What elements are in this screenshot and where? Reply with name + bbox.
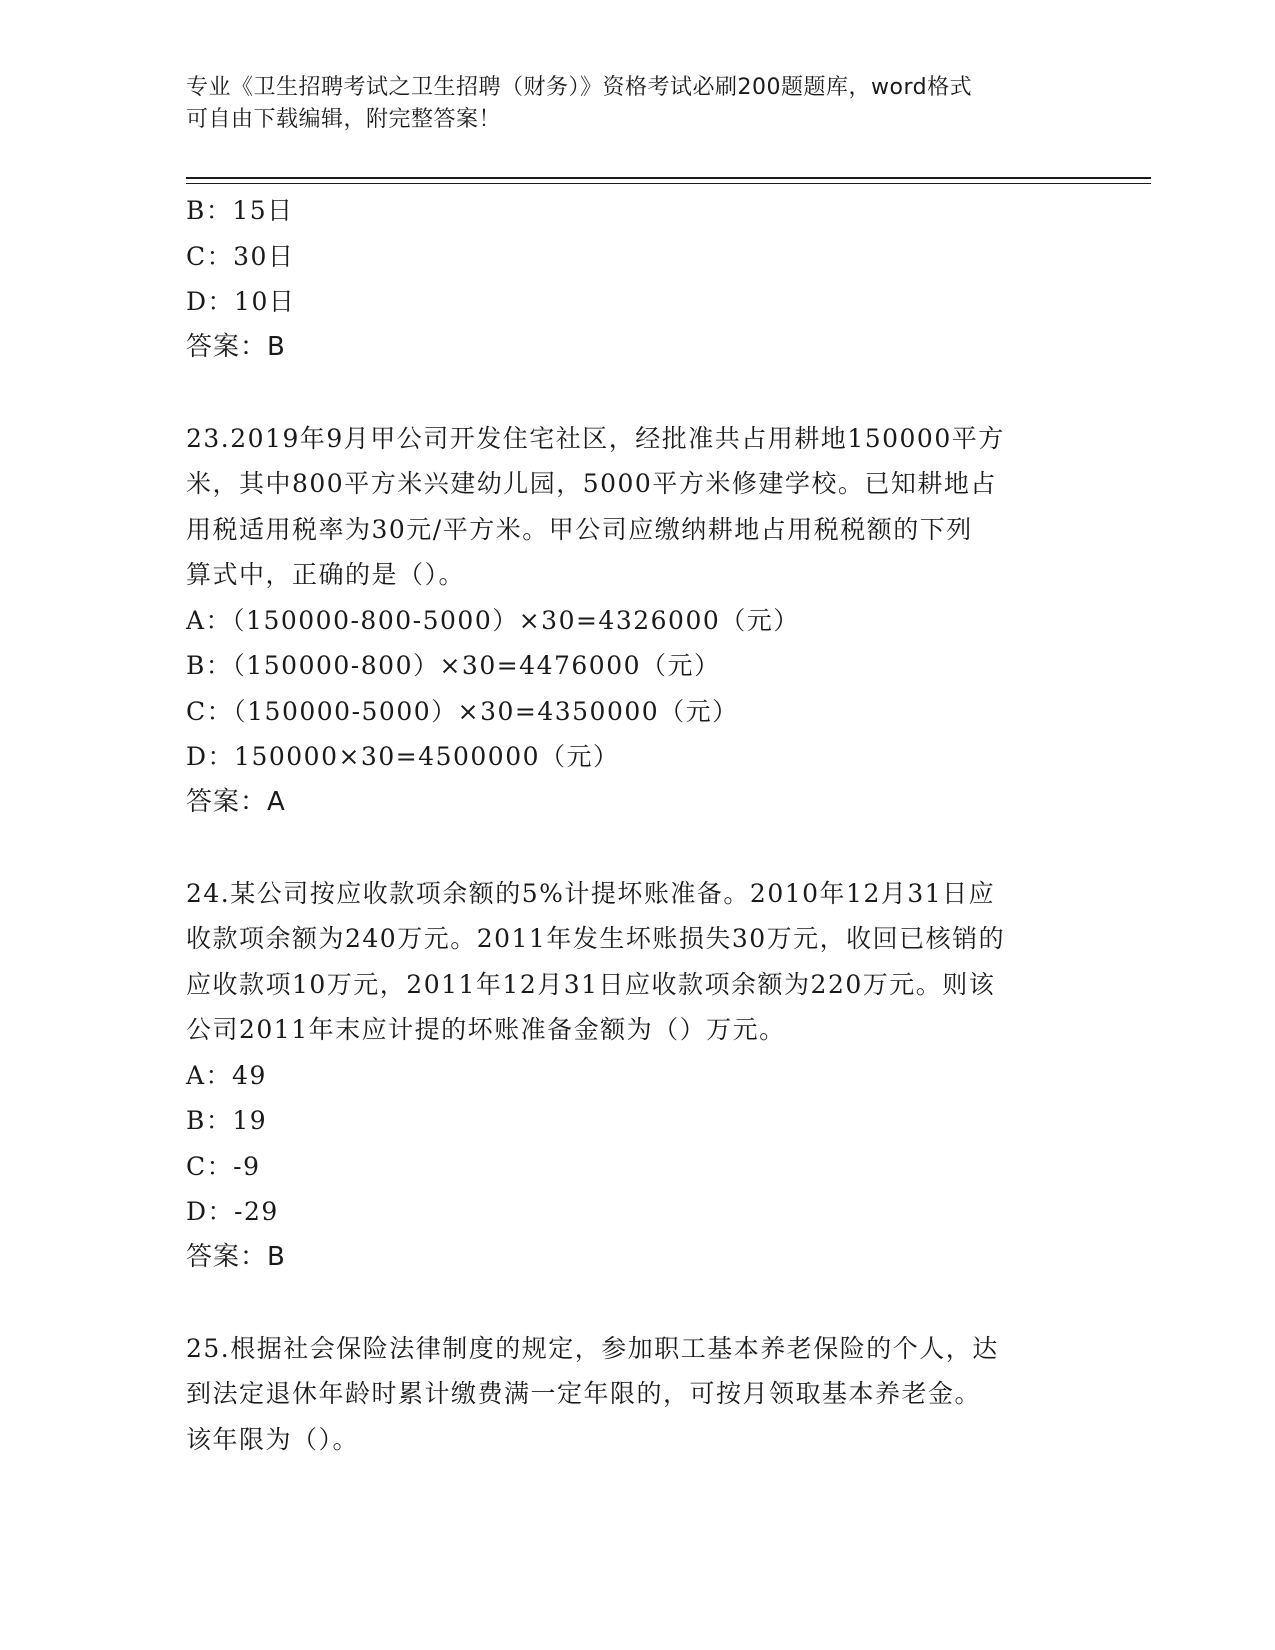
header-rule-thick (186, 177, 1151, 179)
question-text-line: 到法定退休年龄时累计缴费满一定年限的，可按月领取基本养老金。 (186, 1379, 982, 1408)
header-line-1: 专业《卫生招聘考试之卫生招聘（财务）》资格考试必刷200题题库，word格式 (186, 75, 973, 100)
option-c: C：（150000-5000）×30=4350000（元） (186, 696, 739, 726)
question-text-line: 24.某公司按应收款项余额的5%计提坏账准备。2010年12月31日应 (186, 878, 996, 908)
spacer (186, 1280, 1086, 1326)
page-header (186, 72, 1066, 136)
option-c: C：-9 (186, 1151, 261, 1181)
option-a: A：（150000-800-5000）×30=4326000（元） (186, 605, 800, 635)
question-block-24 (186, 871, 1086, 1281)
question-text-line: 算式中，正确的是（）。 (186, 560, 466, 589)
option-b: B：（150000-800）×30=4476000（元） (186, 651, 721, 680)
question-block-prev (186, 188, 1086, 370)
question-block-23 (186, 416, 1086, 826)
question-text-line: 23.2019年9月甲公司开发住宅社区，经批准共占用耕地150000平方 (186, 423, 1005, 453)
question-text-line: 应收款项10万元，2011年12月31日应收款项余额为220万元。则该 (186, 969, 996, 999)
option-d: D：-29 (186, 1197, 279, 1226)
answer-line: 答案：A (186, 786, 286, 817)
header-rule-thin (186, 183, 1151, 184)
answer-line: 答案：B (186, 1241, 286, 1272)
option-a: A：49 (186, 1060, 267, 1090)
option-c: C：30日 (186, 241, 295, 271)
answer-line: 答案：B (186, 331, 286, 362)
option-b: B：19 (186, 1106, 268, 1135)
spacer (186, 825, 1086, 871)
question-text-line: 米，其中800平方米兴建幼儿园，5000平方米修建学校。已知耕地占 (186, 469, 997, 498)
question-text-line: 该年限为（）。 (186, 1424, 360, 1454)
question-content (186, 188, 1086, 1462)
spacer (186, 370, 1086, 416)
option-b: B：15日 (186, 196, 294, 225)
question-block-25 (186, 1326, 1086, 1463)
question-text-line: 用税适用税率为30元/平方米。甲公司应缴纳耕地占用税税额的下列 (186, 514, 973, 544)
option-d: D：150000×30=4500000（元） (186, 742, 620, 771)
question-text-line: 公司2011年末应计提的坏账准备金额为（）万元。 (186, 1015, 786, 1044)
option-d: D：10日 (186, 287, 296, 316)
header-line-2: 可自由下载编辑，附完整答案！ (186, 107, 502, 132)
question-text-line: 收款项余额为240万元。2011年发生坏账损失30万元，收回已核销的 (186, 924, 1006, 953)
question-text-line: 25.根据社会保险法律制度的规定，参加职工基本养老保险的个人，达 (186, 1333, 999, 1363)
